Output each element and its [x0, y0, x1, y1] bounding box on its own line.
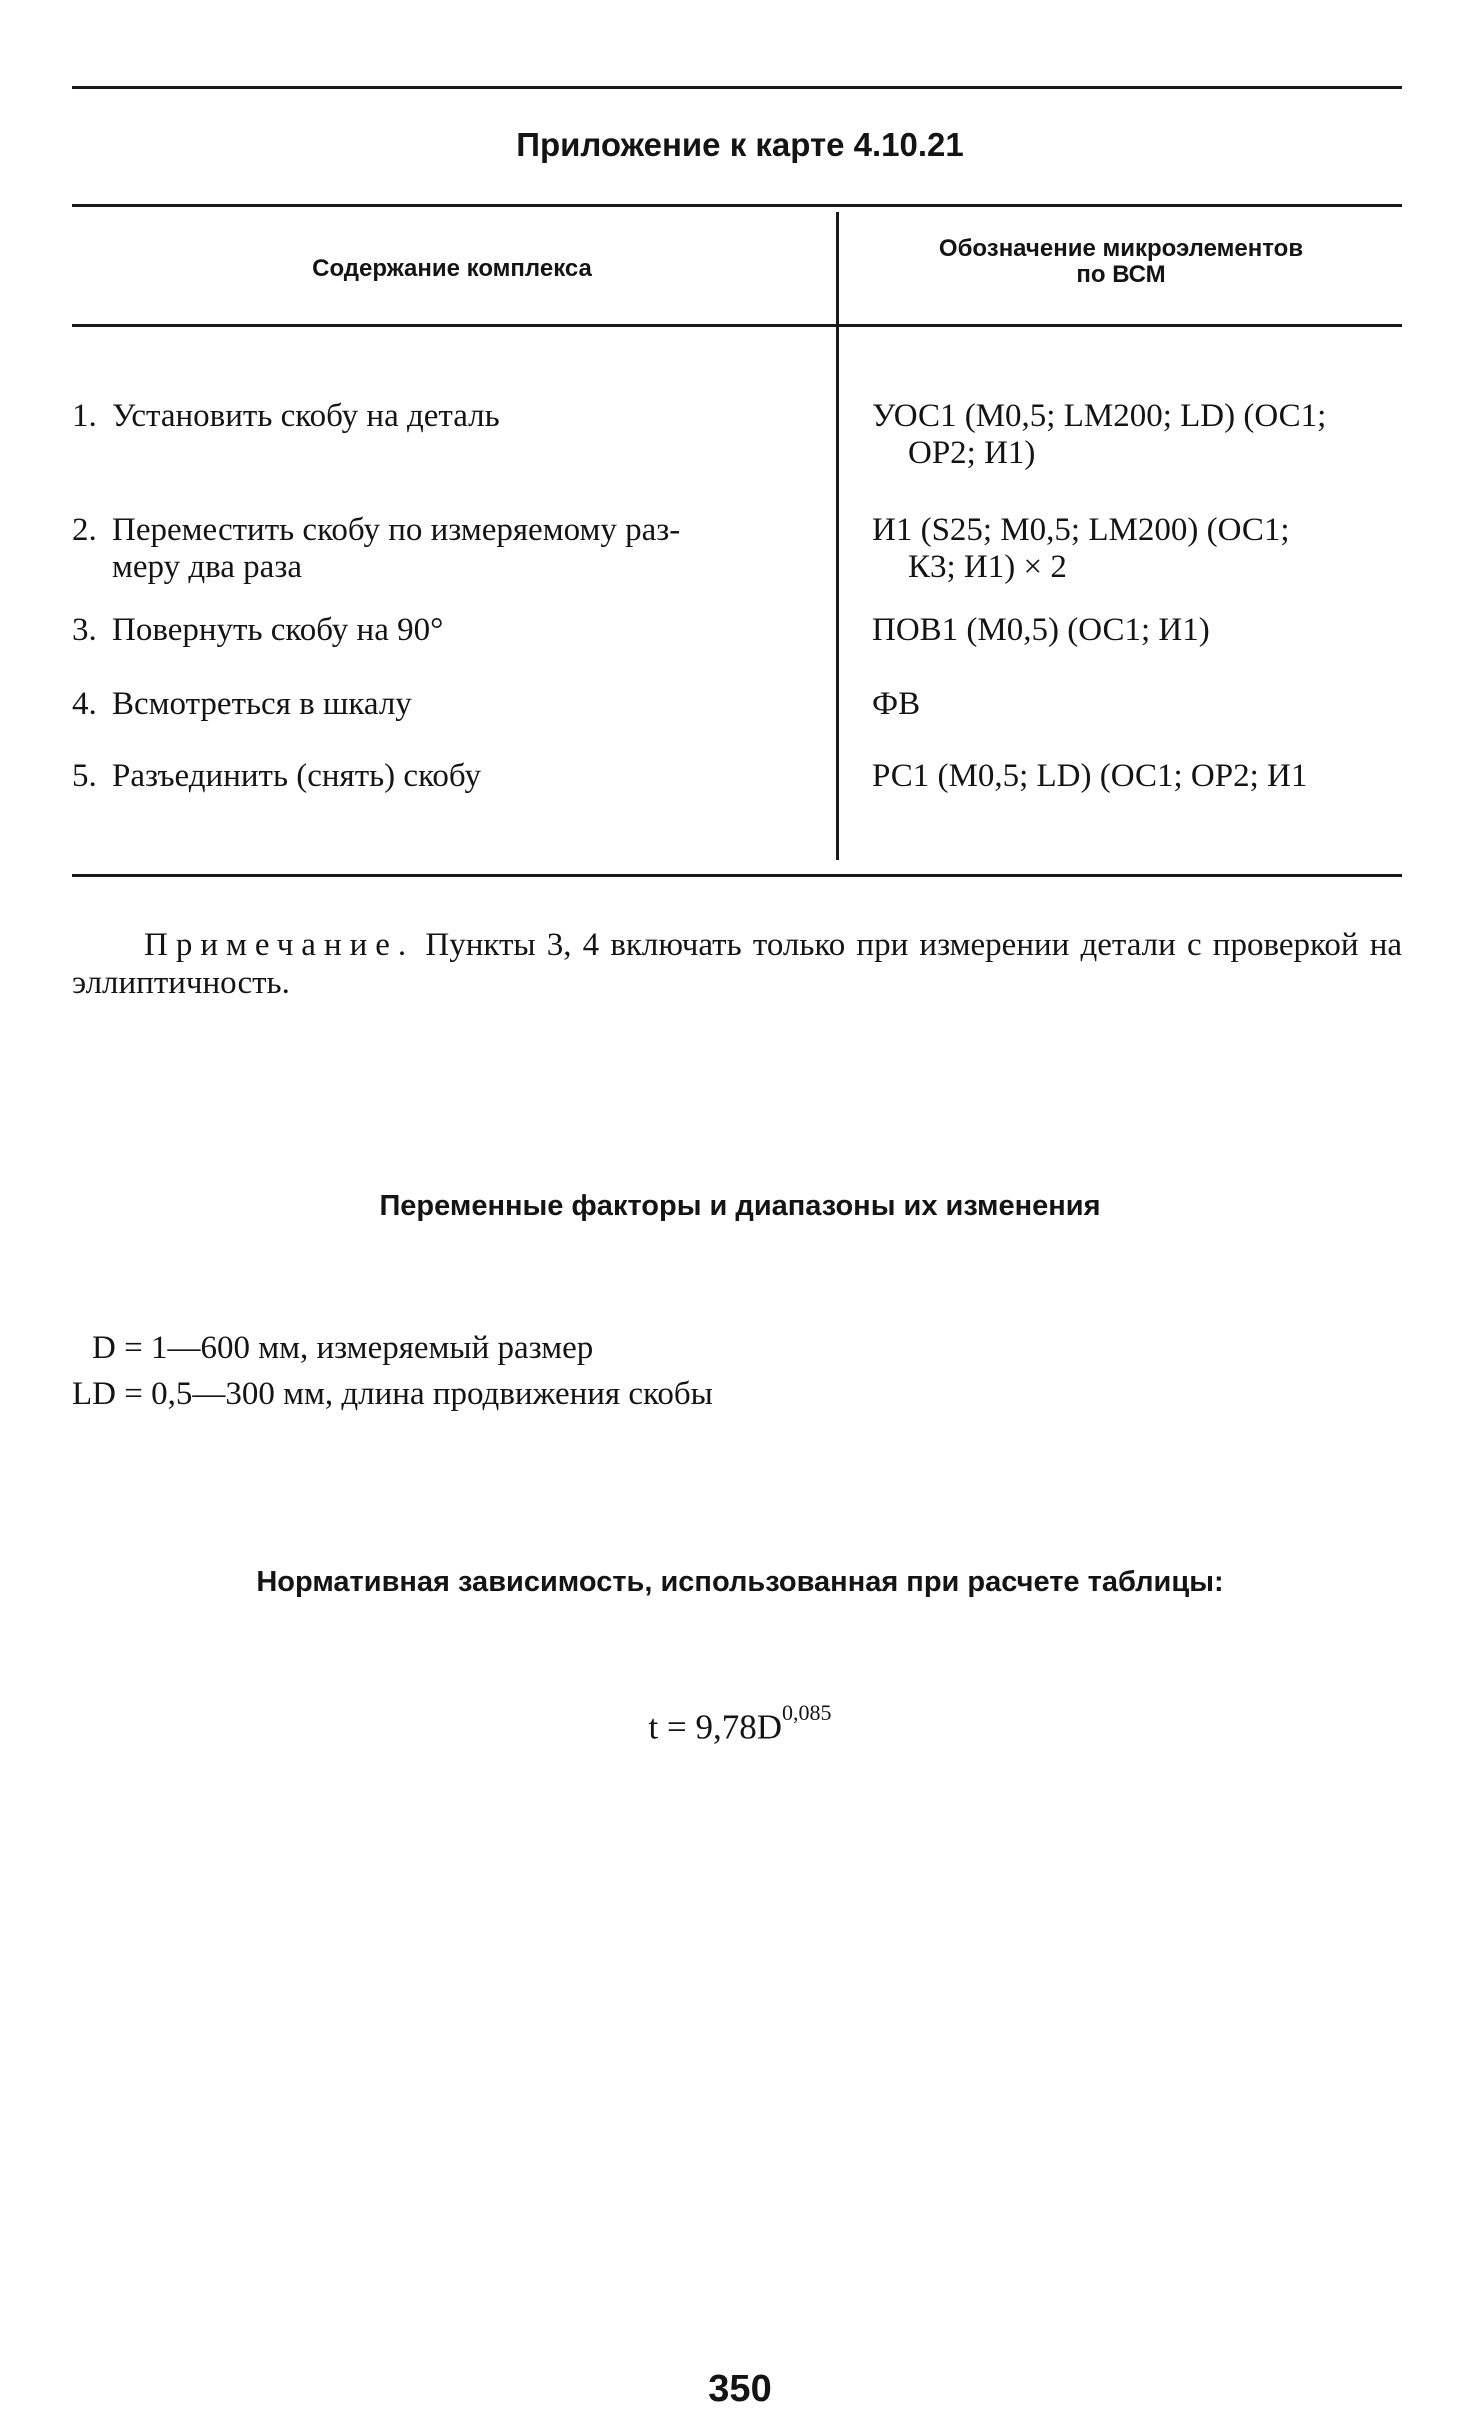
table-note [72, 926, 1402, 1002]
header-designation-line-2: по ВСМ [1076, 261, 1166, 288]
row-number: 3. [72, 612, 97, 648]
table-top-rule [72, 204, 1402, 207]
note-label: Примечание. [144, 927, 415, 963]
table-row-content [72, 758, 822, 795]
row-content-line: Повернуть скобу на 90° [112, 612, 444, 648]
table-column-divider [836, 212, 839, 860]
table-row-designation [872, 612, 1402, 649]
table-row-designation [872, 686, 1402, 723]
table-row-content [72, 512, 822, 586]
header-designation-line-1: Обозначение микроэлементов [938, 235, 1304, 262]
table-header-rule [72, 324, 1402, 327]
formula-base: t = 9,78D [648, 1707, 782, 1747]
dependence-title: Нормативная зависимость, использованная при расчете таблицы: [256, 1566, 1224, 1598]
row-content-line: Разъединить (снять) скобу [112, 758, 481, 794]
row-number: 4. [72, 686, 97, 722]
row-content-line: Установить скобу на деталь [112, 398, 500, 434]
row-content-line: Переместить скобу по измеряемому раз- [112, 512, 681, 548]
row-designation-line: ФВ [872, 686, 921, 722]
row-designation-line: ОР2; И1) [908, 435, 1036, 471]
row-content-line: меру два раза [112, 549, 303, 585]
header-designation [840, 236, 1402, 288]
row-content-line: Всмотреться в шкалу [112, 686, 412, 722]
row-number: 2. [72, 512, 97, 548]
variable-d: D = 1—600 мм, измеряемый размер [92, 1330, 594, 1366]
appendix-title: Приложение к карте 4.10.21 [516, 126, 964, 163]
top-rule [72, 86, 1402, 89]
table-row-designation [872, 758, 1402, 795]
variable-ld: LD = 0,5—300 мм, длина продвижения скобы [72, 1376, 713, 1412]
row-designation-line: РС1 (М0,5; LD) (ОС1; ОР2; И1 [872, 758, 1308, 794]
row-designation-line: УОС1 (М0,5; LM200; LD) (ОС1; [872, 398, 1327, 434]
formula [0, 1700, 1480, 1748]
table-row-designation [872, 398, 1402, 472]
header-content: Содержание комплекса [312, 255, 592, 282]
note-text: Пункты 3, 4 включать только при измерении детали с проверкой на эллиптичность. [72, 927, 1403, 1001]
table-row-content [72, 398, 822, 435]
table-row-content [72, 612, 822, 649]
formula-exponent: 0,085 [782, 1700, 832, 1725]
table-row-designation [872, 512, 1402, 586]
row-designation-line: И1 (S25; М0,5; LM200) (ОС1; [872, 512, 1290, 548]
variables-title: Переменные факторы и диапазоны их изменения [379, 1190, 1101, 1222]
table-bottom-rule [72, 874, 1402, 877]
row-designation-line: К3; И1) × 2 [908, 549, 1067, 585]
page-number: 350 [708, 2368, 772, 2410]
row-designation-line: ПОВ1 (М0,5) (ОС1; И1) [872, 612, 1210, 648]
row-number: 1. [72, 398, 97, 434]
row-number: 5. [72, 758, 97, 794]
table-row-content [72, 686, 822, 723]
